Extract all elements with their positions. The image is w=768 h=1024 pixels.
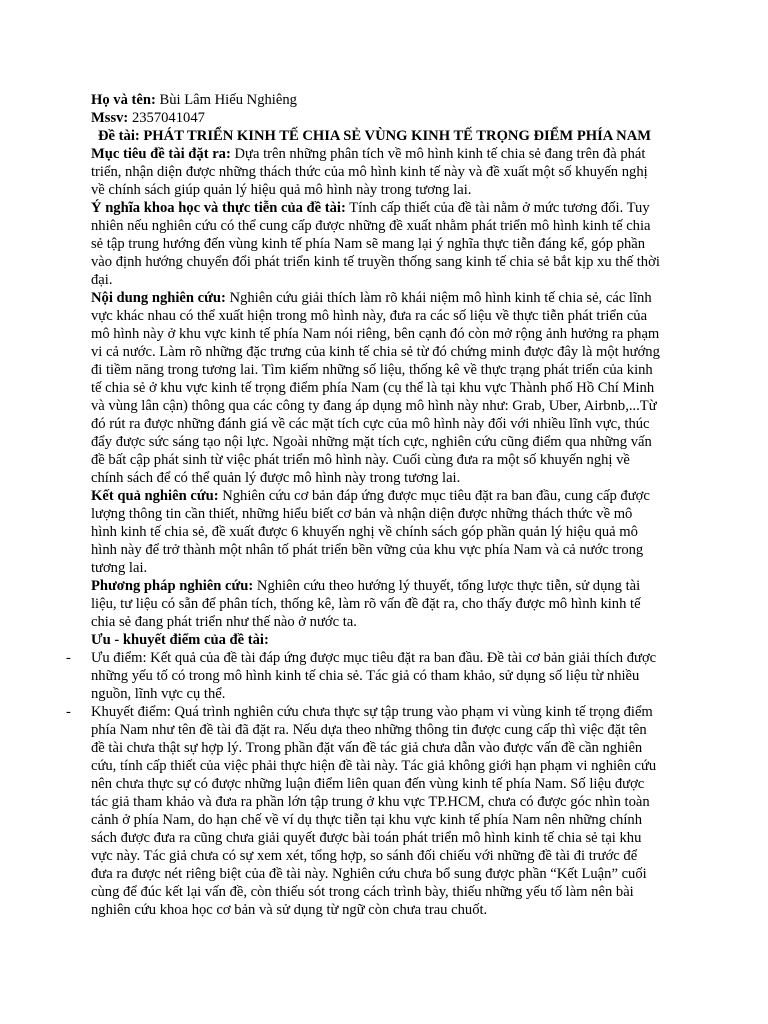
cons-line: Khuyết điểm: Quá trình nghiên cứu chưa thực sự tập trung vào phạm vi vùng kinh tế trọng điểm (91, 704, 653, 720)
student-id-label: Mssv: (91, 110, 129, 126)
section-significance (91, 199, 689, 289)
section-methods (91, 577, 689, 631)
results-line: hình kinh tế chia sẻ, đề xuất được 6 khuyến nghị về chính sách góp phần quản lý hiệu quả mô (91, 524, 638, 540)
significance-line: Tính cấp thiết của đề tài nằm ở mức tương đối. Tuy (345, 200, 650, 216)
content-line: và vùng lân cận) thông qua các công ty đang áp dụng mô hình này như: Grab, Uber, Airbnb,...Từ (91, 398, 657, 414)
significance-label: Ý nghĩa khoa học và thực tiễn của đề tài: (91, 200, 346, 216)
cons-line: cùng để đúc kết lại vấn đề, còn thiếu sót trong cách trình bày, thiếu những yếu tố làm nên bài (91, 884, 634, 900)
results-line: Nghiên cứu cơ bản đáp ứng được mục tiêu đặt ra ban đầu, cung cấp được (218, 488, 650, 504)
section-results (91, 487, 689, 577)
cons-bullet: - (66, 704, 71, 720)
cons-line: vực này. Tác giả chưa có sự xem xét, tổng hợp, so sánh đối chiếu với những đề tài đi trước để (91, 848, 638, 864)
content-line: Nghiên cứu giải thích làm rõ khái niệm mô hình kinh tế chia sẻ, các lĩnh (225, 290, 652, 306)
thesis-title: Đề tài: PHÁT TRIỂN KINH TẾ CHIA SẺ VÙNG KINH TẾ TRỌNG ĐIỂM PHÍA NAM (98, 128, 652, 144)
content-line: mô hình này ở khu vực kinh tế phía Nam nói riêng, bên cạnh đó còn mở rộng ảnh hưởng ra phạm (91, 326, 660, 342)
results-line: lượng thông tin cần thiết, những hiểu biết cơ bản và nhận diện được những thách thức về mô (91, 506, 633, 522)
cons-line: nghiên cứu khoa học cơ bản và sử dụng từ ngữ còn chưa trau chuốt. (91, 902, 488, 918)
student-name-label: Họ và tên: (91, 92, 156, 108)
objectives-label: Mục tiêu đề tài đặt ra: (91, 146, 231, 162)
results-label: Kết quả nghiên cứu: (91, 488, 219, 504)
student-name-value: Bùi Lâm Hiếu Nghiêng (155, 92, 297, 108)
objectives-line: Dựa trên những phân tích về mô hình kinh tế chia sẻ đang trên đà phát (230, 146, 646, 162)
cons-line: phía Nam như tên đề tài đã đặt ra. Nếu dựa theo những thông tin được cung cấp thì việc đặt tên (91, 722, 647, 738)
pros-line: những yếu tố có trong mô hình kinh tế chia sẻ. Tác giả có tham khảo, sử dụng số liệu từ nhiều (91, 668, 640, 684)
content-label: Nội dung nghiên cứu: (91, 290, 226, 306)
cons-line: cảnh ở phía Nam, do hạn chế về ví dụ thực tiễn tại khu vực kinh tế phía Nam nên những chính (91, 812, 643, 828)
pros-cons-heading: Ưu - khuyết điểm của đề tài: (91, 632, 269, 648)
section-content (91, 289, 689, 487)
results-line: hình này để trở thành một nhân tố phát triển bền vững của khu vực phía Nam và cả nước trong (91, 542, 644, 558)
content-line: vi cả nước. Làm rõ những đặc trưng của kinh tế chia sẻ từ đó chứng minh được đây là một hướng (91, 344, 660, 360)
cons-line: sách được đưa ra cũng chưa giải quyết được bài toán phát triển mô hình kinh tế chia sẻ tại khu (91, 830, 642, 846)
methods-line: liệu, tư liệu có sẵn để phân tích, thống kê, làm rõ vấn đề đặt ra, cho thấy được mô hình kinh tế (91, 596, 641, 612)
methods-label: Phương pháp nghiên cứu: (91, 578, 254, 594)
content-line: vực khác nhau có thể xuất hiện trong mô hình này, đưa ra các số liệu về thực tiễn phát triển của (91, 308, 648, 324)
content-line: chính sách để có thể quản lý được mô hình này trong tương lai. (91, 470, 461, 486)
cons-line: đề tài chưa thật sự hợp lý. Trong phần đặt vấn đề tác giả chưa dẫn vào được vấn đề cần nghiên (91, 740, 643, 756)
significance-line: nhiên nếu nghiên cứu có thể cung cấp được những đề xuất nhằm phát triển mô hình kinh tế chia (91, 218, 651, 234)
cons-line: tác giả tham khảo và đưa ra phần lớn tập trung ở khu vực TP.HCM, chưa có được góc nhìn toàn (91, 794, 650, 810)
student-id-value: 2357041047 (128, 110, 205, 126)
content-line: đẩy được sức sáng tạo nội lực. Ngoài những mặt tích cực, nghiên cứu cũng điểm qua những vấn (91, 434, 652, 450)
content-line: đó rút ra được những đánh giá về các mặt tích cực của mô hình này đối với nhiều lĩnh vực, thúc (91, 416, 650, 432)
objectives-line: triển, nhận diện được những thách thức của mô hình kinh tế này và đề xuất một số khuyến nghị (91, 164, 648, 180)
content-line: tế chia sẻ ở khu vực kinh tế trọng điểm phía Nam (cụ thể là tại khu vực Thành phố Hồ Chí Minh (91, 380, 655, 396)
significance-line: sẻ tập trung hướng đến vùng kinh tế phía Nam sẽ mang lại ý nghĩa thực tiễn đáng kể, góp phần (91, 236, 646, 252)
pros-bullet: - (66, 650, 71, 666)
section-cons (91, 703, 689, 919)
section-objectives (91, 145, 689, 199)
cons-line: đưa ra được nét riêng biệt của đề tài này. Nghiên cứu chưa bổ sung được phần “Kết Luận” cuối (91, 866, 647, 882)
pros-line: nguồn, lĩnh vực cụ thể. (91, 686, 226, 702)
objectives-line: về chính sách giúp quản lý hiệu quả mô hình này trong tương lai. (91, 182, 472, 198)
section-pros (91, 649, 689, 703)
pros-line: Ưu điểm: Kết quả của đề tài đáp ứng được mục tiêu đặt ra ban đầu. Đề tài cơ bản giải thích được (91, 650, 657, 666)
significance-line: vào định hướng chuyển đổi phát triển kinh tế truyền thống sang kinh tế chia sẻ bắt kịp xu thế thời (91, 254, 660, 270)
methods-line: chia sẻ đang phát triển như thế nào ở nước ta. (91, 614, 357, 630)
content-line: đề bất cập phát sinh từ việc phát triển mô hình này. Cuối cùng đưa ra một số khuyến nghị về (91, 452, 630, 468)
results-line: tương lai. (91, 560, 148, 576)
cons-line: cứu, tính cấp thiết của việc phải thực hiện đề tài này. Tác giả không giới hạn phạm vi nghiên cứu (91, 758, 657, 774)
methods-line: Nghiên cứu theo hướng lý thuyết, tổng lược thực tiễn, sử dụng tài (253, 578, 641, 594)
cons-line: nên chưa thực sự có được những luận điểm liên quan đến vùng kinh tế phía Nam. Số liệu được (91, 776, 645, 792)
content-line: đi tiềm năng trong tương lai. Tìm kiếm những số liệu, thống kê về thực trạng phát triển của kinh (91, 362, 653, 378)
student-name-line (91, 91, 689, 109)
student-id-line (91, 109, 689, 127)
significance-line: đại. (91, 272, 113, 288)
